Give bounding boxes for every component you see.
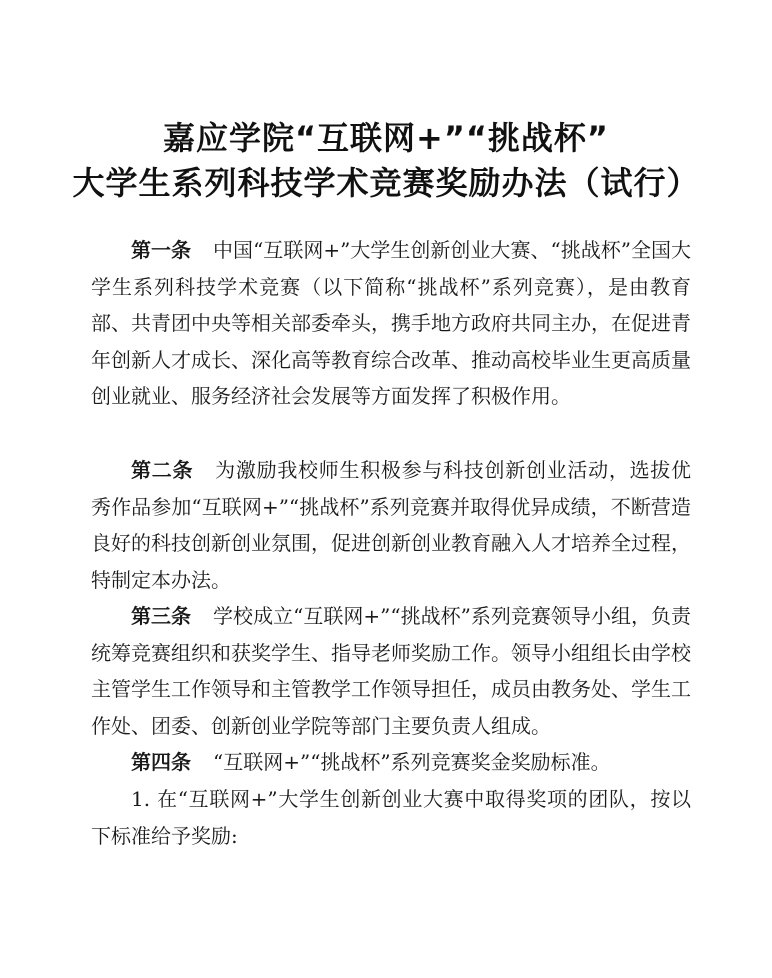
article-4-item-1: 1. 在“互联网+”大学生创新创业大赛中取得奖项的团队，按以下标准给予奖励:: [91, 787, 691, 848]
document-title-line-1: 嘉应学院“互联网+”“挑战杯”: [163, 119, 609, 157]
article-3-text: 学校成立“互联网+”“挑战杯”系列竞赛领导小组，负责统筹竞赛组织和获奖学生、指导老师奖励工作。领导小组组长由学校主管学生工作领导和主管教学工作领导担任，成员由教务处、学生工作处、团委、创新创业学院等部门主要负责人组成。: [91, 604, 692, 738]
article-4-text: “互联网+”“挑战杯”系列竞赛奖金奖励标准。: [213, 750, 611, 774]
article-1: [91, 232, 691, 415]
article-4-heading: 第四条: [131, 750, 191, 774]
article-3: [91, 598, 691, 744]
article-1-heading: 第一条: [131, 238, 192, 262]
document-title-line-2: 大学生系列科技学术竞赛奖励办法（试行）: [72, 164, 700, 202]
article-1-text: 中国“互联网+”大学生创新创业大赛、“挑战杯”全国大学生系列科技学术竞赛（以下简称“挑战杯”系列竞赛），是由教育部、共青团中央等相关部委牵头，携手地方政府共同主办，在促进青年创新人才成长、深化高等教育综合改革、推动高校毕业生更高质量创业就业、服务经济社会发展等方面发挥了积极作用。: [91, 238, 692, 408]
article-3-heading: 第三条: [131, 604, 192, 628]
article-2: [91, 452, 691, 598]
article-4: [91, 744, 691, 781]
article-2-text: 为激励我校师生积极参与科技创新创业活动，选拔优秀作品参加“互联网+”“挑战杯”系列竞赛并取得优异成绩，不断营造良好的科技创新创业氛围，促进创新创业教育融入人才培养全过程，特制定本办法。: [91, 458, 692, 592]
article-2-heading: 第二条: [131, 458, 194, 482]
